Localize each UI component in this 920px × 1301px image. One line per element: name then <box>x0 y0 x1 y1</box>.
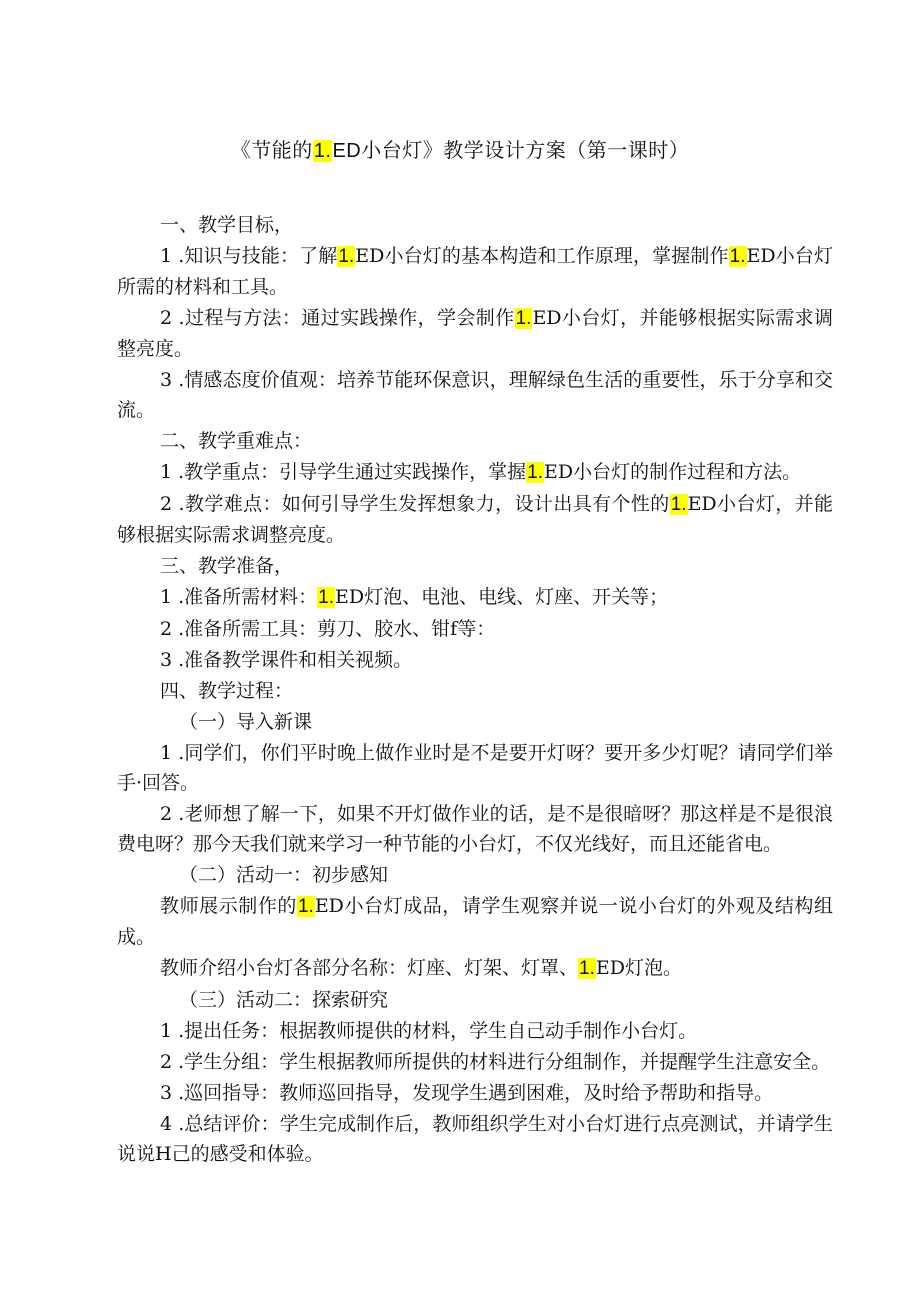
paragraph-text: ED小台灯，并能够根据实际需求调整亮度。 <box>117 307 833 360</box>
highlighted-text: 1. <box>318 587 335 608</box>
paragraph-text: ED灯泡、电池、电线、灯座、开关等； <box>335 586 669 608</box>
paragraph <box>117 953 833 984</box>
paragraph <box>117 582 833 613</box>
paragraph-text: 2 .教学难点：如何引导学生发挥想象力，设计出具有个性的 <box>160 493 670 515</box>
paragraph <box>117 891 833 952</box>
title-highlight: 1. <box>313 140 332 162</box>
paragraph <box>117 457 833 488</box>
document-body <box>117 210 833 1170</box>
paragraph-text: 3 .准备教学课件和相关视频。 <box>160 649 413 671</box>
paragraph-text: ED灯泡。 <box>595 957 682 979</box>
paragraph <box>117 1016 833 1046</box>
paragraph <box>117 645 833 675</box>
paragraph-text: （二）活动一：初步感知 <box>179 864 389 886</box>
highlighted-text: 1. <box>729 246 746 267</box>
paragraph <box>117 614 833 644</box>
paragraph <box>117 241 833 302</box>
paragraph <box>117 551 833 581</box>
paragraph-text: 2 .老师想了解一下，如果不开灯做作业的话，是不是很暗呀？那这样是不是很浪费电呀？那今天我们就来学习一种节能的小台灯，不仅光线好，而且还能省电。 <box>117 803 833 855</box>
paragraph-text: ED小台灯成品，请学生观察并说一说小台灯的外观及结构组成。 <box>117 895 833 948</box>
paragraph-text: 三、教学准备， <box>160 555 294 577</box>
paragraph-text: ED小台灯，并能够根据实际需求调整亮度。 <box>117 493 834 546</box>
paragraph-text: 1 .准备所需材料： <box>160 586 318 608</box>
paragraph <box>117 489 833 550</box>
paragraph <box>117 1078 833 1108</box>
paragraph <box>117 365 833 425</box>
paragraph-text: 一、教学目标， <box>160 214 294 236</box>
paragraph-text: 四、教学过程： <box>160 680 294 702</box>
paragraph <box>117 985 833 1015</box>
paragraph-text: 4 .总结评价：学生完成制作后，教师组织学生对小台灯进行点亮测试，并请学生说说H己的感受和体验。 <box>117 1113 833 1165</box>
paragraph-text: ED小台灯所需的材料和工具。 <box>117 245 833 298</box>
paragraph <box>117 1109 833 1169</box>
highlighted-text: 1. <box>670 494 687 515</box>
paragraph-text: 1 .教学重点：引导学生通过实践操作，掌握 <box>160 461 527 483</box>
paragraph-text: 1 .知识与技能：了解 <box>160 245 338 267</box>
title-suffix: ED小台灯》教学设计方案（第一课时） <box>332 140 690 162</box>
paragraph <box>117 799 833 859</box>
highlighted-text: 1. <box>515 308 532 329</box>
highlighted-text: 1. <box>579 958 595 979</box>
paragraph-text: （一）导入新课 <box>179 711 313 733</box>
paragraph <box>117 738 833 798</box>
paragraph <box>117 676 833 706</box>
paragraph-text: 教师介绍小台灯各部分名称：灯座、灯架、灯罩、 <box>160 957 579 979</box>
paragraph-text: 2 .准备所需工具：剪刀、胶水、钳f等： <box>160 618 496 640</box>
paragraph <box>117 303 833 364</box>
paragraph <box>117 860 833 890</box>
highlighted-text: 1. <box>297 896 314 917</box>
paragraph-text: 3 .巡回指导：教师巡回指导，发现学生遇到困难，及时给予帮助和指导。 <box>160 1082 774 1104</box>
highlighted-text: 1. <box>338 246 355 267</box>
paragraph <box>117 1047 833 1077</box>
highlighted-text: 1. <box>527 462 544 483</box>
paragraph-text: 教师展示制作的 <box>160 895 297 917</box>
paragraph-text: 3 .情感态度价值观：培养节能环保意识，理解绿色生活的重要性，乐于分享和交流。 <box>117 369 833 421</box>
paragraph-text: 2 .过程与方法：通过实践操作，学会制作 <box>160 307 515 329</box>
paragraph <box>117 210 833 240</box>
document-title <box>0 134 920 163</box>
paragraph-text: 2 .学生分组：学生根据教师所提供的材料进行分组制作，并提醒学生注意安全。 <box>160 1051 831 1073</box>
title-prefix: 《节能的 <box>230 138 313 162</box>
paragraph <box>117 426 833 456</box>
paragraph-text: 1 .提出任务：根据教师提供的材料，学生自己动手制作小台灯。 <box>160 1020 698 1042</box>
paragraph-text: 二、教学重难点： <box>160 430 313 452</box>
paragraph-text: ED小台灯的制作过程和方法。 <box>544 461 802 483</box>
paragraph-text: （三）活动二：探索研究 <box>179 989 389 1011</box>
paragraph <box>117 707 833 737</box>
paragraph-text: 1 .同学们，你们平时晚上做作业时是不是要开灯呀？要开多少灯呢？请同学们举手·回答。 <box>117 742 833 794</box>
paragraph-text: ED小台灯的基本构造和工作原理，掌握制作 <box>355 245 729 267</box>
